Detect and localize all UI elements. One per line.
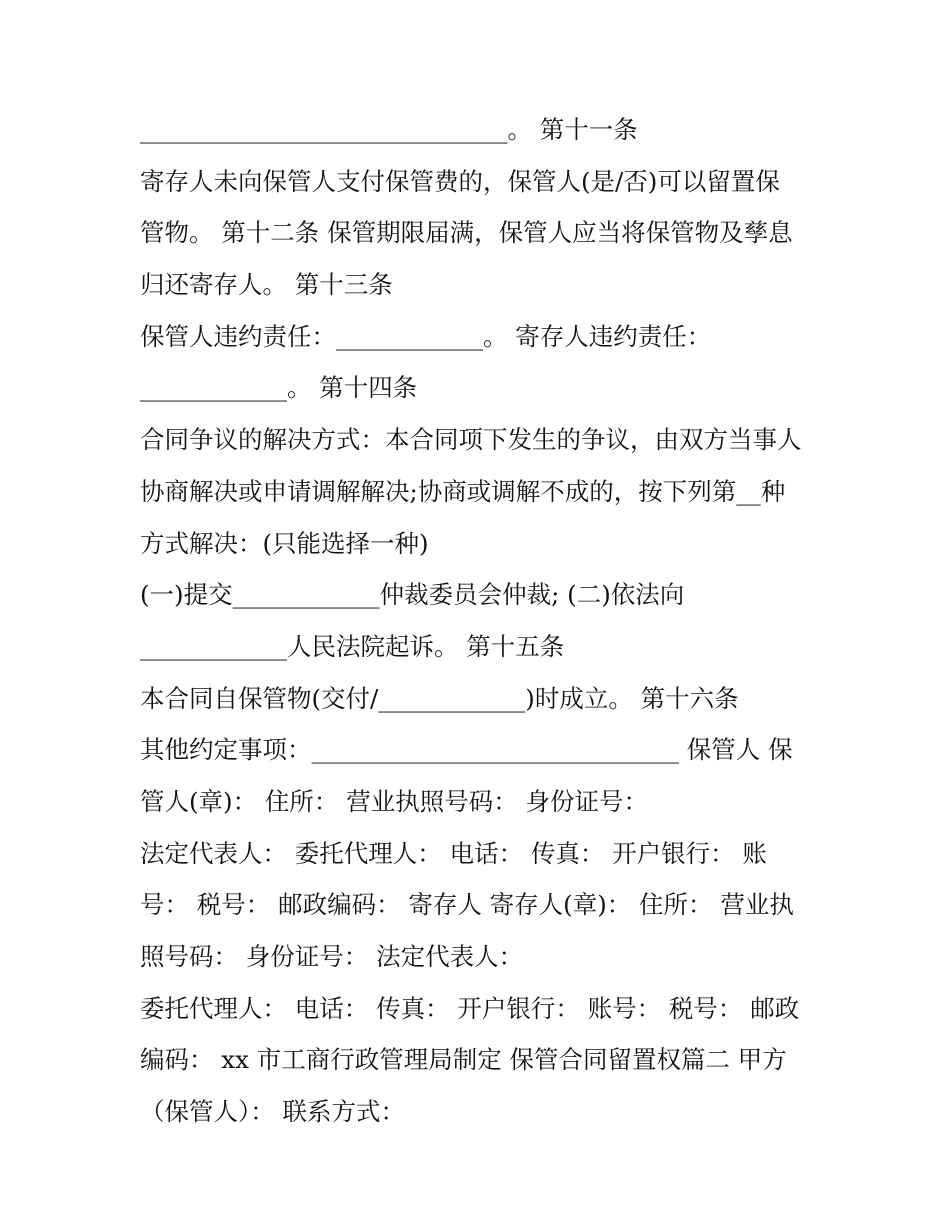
text-line-5: 保管人违约责任：____________。 寄存人违约责任： bbox=[140, 321, 712, 351]
document-body bbox=[140, 104, 830, 1138]
text-line-6: ____________。 第十四条 bbox=[140, 373, 418, 403]
text-line-7: 合同争议的解决方式：本合同项下发生的争议，由双方当事人 bbox=[140, 425, 802, 455]
text-line-19: 编码： xx 市工商行政管理局制定 保管合同留置权篇二 甲方 bbox=[140, 1045, 787, 1075]
text-line-20: （保管人）： 联系方式： bbox=[140, 1097, 406, 1127]
text-line-10: (一)提交____________仲裁委员会仲裁; (二)依法向 bbox=[140, 580, 685, 610]
text-line-1: ______________________________。 第十一条 bbox=[140, 115, 638, 144]
text-line-2: 寄存人未向保管人支付保管费的，保管人(是/否)可以留置保 bbox=[140, 166, 780, 196]
text-line-18: 委托代理人： 电话： 传真： 开户银行： 账号： 税号： 邮政 bbox=[140, 993, 800, 1023]
text-line-15: 法定代表人： 委托代理人： 电话： 传真： 开户银行： 账 bbox=[140, 838, 767, 868]
text-line-4: 归还寄存人。 第十三条 bbox=[140, 270, 393, 300]
text-line-12: 本合同自保管物(交付/____________)时成立。 第十六条 bbox=[140, 683, 739, 713]
text-line-14: 管人(章)： 住所： 营业执照号码： 身份证号： bbox=[140, 786, 648, 816]
text-line-11: ____________人民法院起诉。 第十五条 bbox=[140, 631, 565, 661]
text-line-17: 照号码： 身份证号： 法定代表人： bbox=[140, 942, 524, 971]
text-line-16: 号： 税号： 邮政编码： 寄存人 寄存人(章)： 住所： 营业执 bbox=[140, 890, 794, 920]
text-line-8: 协商解决或申请调解解决;协商或调解不成的，按下列第__种 bbox=[140, 476, 786, 506]
text-line-13: 其他约定事项：______________________________ 保管人 保 bbox=[140, 735, 793, 765]
text-line-3: 管物。 第十二条 保管期限届满，保管人应当将保管物及孳息 bbox=[140, 218, 793, 248]
text-line-9: 方式解决：(只能选择一种) bbox=[140, 528, 429, 558]
